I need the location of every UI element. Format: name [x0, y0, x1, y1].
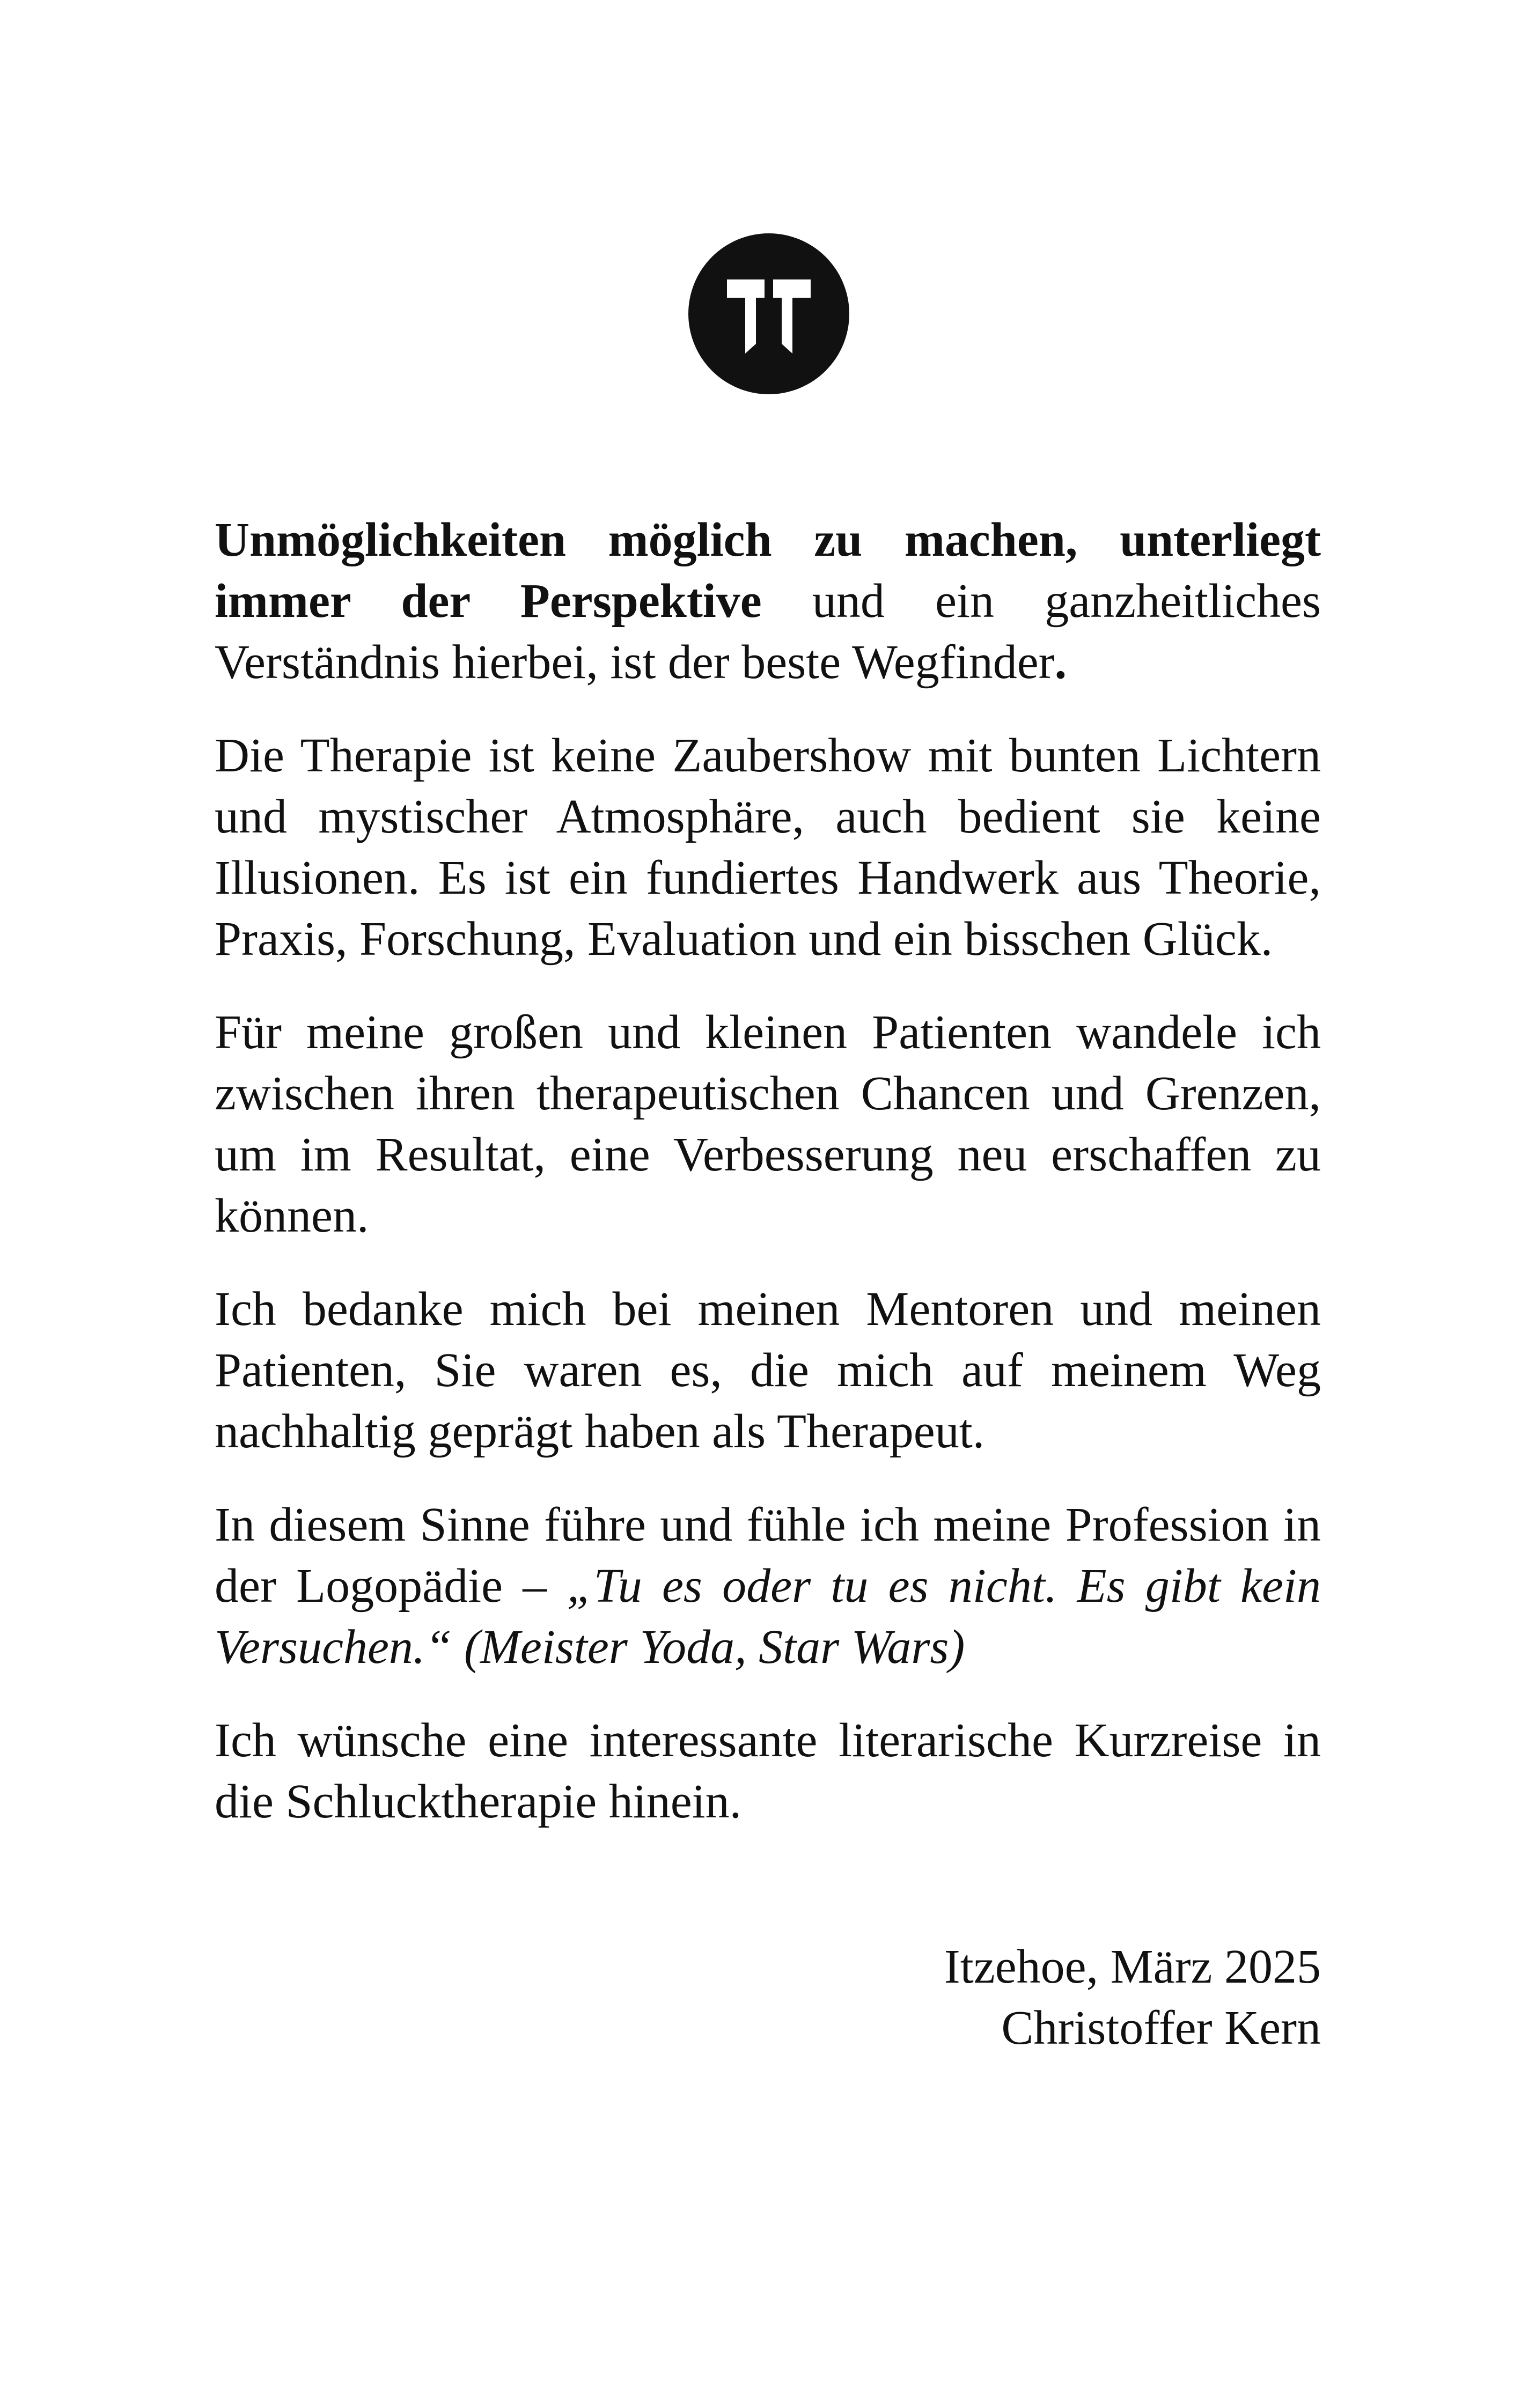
paragraph-1-bold: Unmöglichkeiten möglich zu machen, unterliegt immer der Perspektive	[215, 513, 1321, 628]
paragraph-2: Die Therapie ist keine Zaubershow mit bunten Lichtern und mystischer Atmosphäre, auch bedient sie keine Illusionen. Es ist ein fundiertes Handwerk aus Theorie, Praxis, Forschung, Evaluation und ein bisschen Glück.	[215, 729, 1321, 966]
paragraph-1-rest: und ein ganzheitliches Verständnis hierbei, ist der beste Wegfinder	[215, 575, 1321, 689]
paragraph-6: Ich wünsche eine interessante literarische Kurzreise in die Schlucktherapie hinein.	[215, 1714, 1321, 1828]
paragraph-5-intro: In diesem Sinne führe und fühle ich meine Profession in der Logopädie –	[215, 1498, 1321, 1612]
preface-text	[215, 510, 1321, 1865]
paragraph-5-quote: „Tu es oder tu es nicht. Es gibt kein Versuchen.“ (Meister Yoda, Star Wars)	[215, 1559, 1321, 1674]
paragraph-5	[215, 1494, 1321, 1678]
signature-block	[751, 1936, 1321, 2059]
publisher-logo-icon	[688, 233, 849, 394]
paragraph-4: Ich bedanke mich bei meinen Mentoren und meinen Patienten, Sie waren es, die mich auf meinem Weg nachhaltig geprägt haben als Therapeut.	[215, 1283, 1321, 1458]
paragraph-1	[215, 510, 1321, 693]
place-date: Itzehoe, März 2025	[944, 1940, 1321, 1993]
author-name: Christoffer Kern	[1001, 2001, 1321, 2054]
paragraph-3: Für meine großen und kleinen Patienten wandele ich zwischen ihren therapeutischen Chancen und Grenzen, um im Resultat, eine Verbesserung neu erschaffen zu können.	[215, 1006, 1321, 1242]
paragraph-1-end: .	[1054, 636, 1067, 689]
